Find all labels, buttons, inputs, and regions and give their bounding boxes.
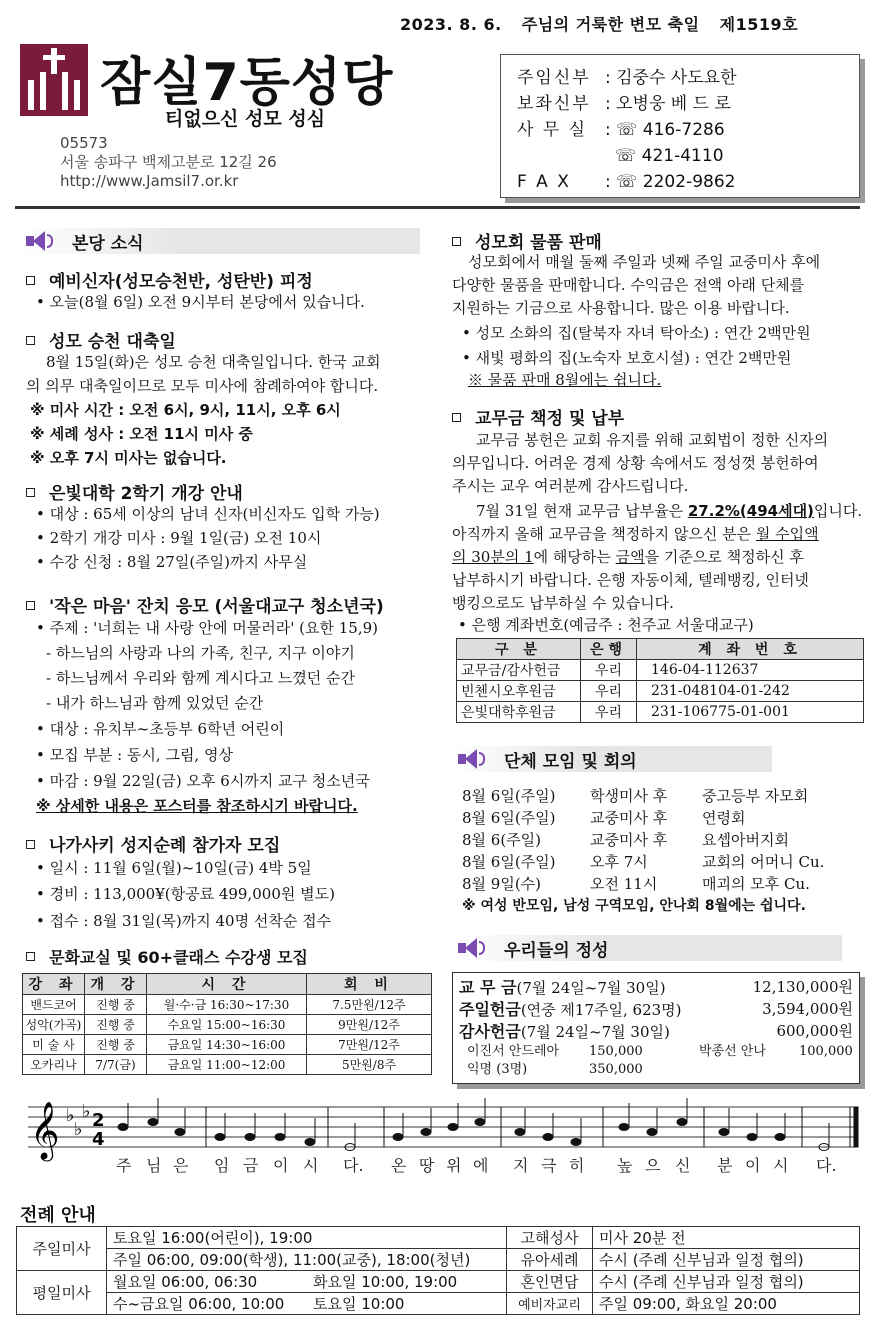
street-address: 서울 송파구 백제고분로 12길 26 (60, 153, 277, 171)
lyric-syllable: 분 (717, 1156, 733, 1175)
pastor-name: : 김중수 사도요한 (605, 68, 737, 88)
offering-donor-row: 이진서 안드레아 150,000 박종선 안나 100,000 (467, 1044, 853, 1059)
table-row: 성악(가곡) 진행 중 수요일 15:00~16:30 9만원/12주 (23, 1015, 432, 1035)
fax-number: : ☏ 2202-9862 (605, 172, 736, 192)
meeting-time: 오후 7시 (590, 853, 648, 871)
office-phone-1: : ☏ 416-7286 (605, 120, 725, 140)
dues-text-2: 의무입니다. 어려운 경제 상황 속에서도 정성껏 봉헌하여 (452, 454, 819, 472)
speaker-icon (456, 748, 486, 770)
issue-feast: 주님의 거룩한 변모 축일 (521, 15, 700, 34)
small-heart-topic-3: - 내가 하느님과 함께 있었던 순간 (46, 694, 264, 712)
issue-line (400, 12, 870, 35)
meeting-group: 매괴의 모후 Cu. (702, 875, 810, 893)
weekday-mass-2: 수~금요일 06:00, 10:00 토요일 10:00 (107, 1293, 507, 1315)
table-row (17, 1249, 860, 1271)
lyric-syllable: 온 (391, 1156, 407, 1175)
meeting-time: 학생미사 후 (590, 787, 668, 805)
culture-col-course: 강 좌 (23, 974, 85, 995)
catechism-label: 예비자교리 (507, 1293, 593, 1315)
weekday-mass-1: 월요일 06:00, 06:30 화요일 10:00, 19:00 (107, 1271, 507, 1293)
meeting-date: 8월 9일(수) (462, 875, 542, 893)
meeting-group: 요셉아버지회 (702, 831, 789, 849)
culture-heading: 문화교실 및 60+클래스 수강생 모집 (26, 945, 308, 968)
lyric-syllable: 은 (173, 1156, 189, 1175)
dues-text-1: 교무금 봉헌은 교회 유지를 위해 교회법이 정한 신자의 (476, 431, 829, 449)
speaker-icon (24, 230, 54, 252)
assumption-text-1: 8월 15일(화)은 성모 승천 대축일입니다. 한국 교회 (46, 353, 381, 371)
lyric-syllable: 높 (617, 1156, 633, 1175)
church-name: 잠실7동성당 (100, 53, 394, 113)
table-row (17, 1227, 860, 1249)
time-signature-top: 2 (92, 1110, 105, 1131)
lyric-syllable: 으 (645, 1156, 661, 1175)
assumption-note-2: ※ 세례 성사 : 오전 11시 미사 중 (30, 425, 253, 443)
contact-box (500, 54, 860, 198)
lyric-syllable: 에 (473, 1156, 489, 1175)
table-row: 오카리나 7/7(금) 금요일 11:00~12:00 5만원/8주 (23, 1055, 432, 1075)
sunday-mass-saturday: 토요일 16:00(어린이), 19:00 (107, 1227, 507, 1249)
assumption-text-2: 의 의무 대축일이므로 모두 미사에 참례하여야 합니다. (26, 377, 379, 395)
meeting-time: 교중미사 후 (590, 831, 668, 849)
issue-number: 제1519호 (719, 15, 799, 34)
meetings-title: 단체 모임 및 회의 (504, 751, 637, 772)
meeting-time: 오전 11시 (590, 875, 658, 893)
weekday-mass-label: 평일미사 (17, 1271, 107, 1315)
mothers-sale-bullet-1: • 성모 소화의 집(탈북자 자녀 탁아소) : 연간 2백만원 (462, 324, 811, 342)
sunday-mass-sunday: 주일 06:00, 09:00(학생), 11:00(교중), 18:00(청년) (107, 1249, 507, 1271)
parish-news-header (20, 228, 420, 254)
table-row (17, 1293, 860, 1315)
dues-heading: 교무금 책정 및 납부 (452, 404, 624, 429)
catechumen-heading: 예비신자(성모승천반, 성탄반) 피정 (26, 267, 313, 292)
office-label: 사 무 실 (517, 120, 588, 140)
offering-box (452, 972, 860, 1084)
meeting-date: 8월 6일(주일) (462, 809, 556, 827)
church-logo (20, 44, 88, 116)
offering-title: 우리들의 정성 (504, 940, 609, 961)
mothers-sale-text-3: 지원하는 기금으로 사용합니다. 많은 이용 바랍니다. (452, 299, 790, 317)
silver-college-bullet-3: • 수강 신청 : 8월 27일(주일)까지 사무실 (36, 553, 308, 571)
liturgy-title: 전례 안내 (20, 1205, 96, 1226)
office-phone-2: ☏ 421-4110 (615, 146, 724, 166)
meeting-date: 8월 6(주일) (462, 831, 542, 849)
lyric-syllable: 히 (569, 1156, 585, 1175)
infant-baptism-time: 수시 (주례 신부님과 일정 협의) (593, 1249, 860, 1271)
culture-table (22, 973, 432, 1075)
dues-rate: 7월 31일 현재 교무금 납부율은 27.2%(494세대)입니다. (476, 502, 863, 520)
lyric-syllable: 다. (343, 1156, 364, 1175)
meeting-group: 중고등부 자모회 (702, 787, 809, 805)
music-score (28, 1095, 863, 1185)
flat-sign: ♭ (66, 1105, 75, 1126)
church-address (60, 134, 277, 191)
nagasaki-registration: • 접수 : 8월 31일(목)까지 40명 선착순 접수 (36, 912, 332, 930)
table-row: 은빛대학후원금 우리 231-106775-01-001 (457, 702, 864, 723)
small-heart-category: • 모집 부분 : 동시, 그림, 영상 (36, 746, 233, 764)
offering-row: 주일헌금(연중 제17주일, 623명) 3,594,000원 (459, 1000, 853, 1019)
issue-date: 2023. 8. 6. (400, 15, 502, 34)
dues-bank-label: • 은행 계좌번호(예금주 : 천주교 서울대교구) (458, 616, 754, 634)
assumption-note-1: ※ 미사 시간 : 오전 6시, 9시, 11시, 오후 6시 (30, 401, 341, 419)
silver-college-bullet-1: • 대상 : 65세 이상의 남녀 신자(비신자도 입학 가능) (36, 505, 380, 523)
meetings-note: ※ 여성 반모임, 남성 구역모임, 안나회 8월에는 쉽니다. (462, 898, 806, 914)
lyric-syllable: 이 (273, 1156, 289, 1175)
meeting-date: 8월 6일(주일) (462, 853, 556, 871)
offering-header (452, 935, 842, 961)
lyric-syllable: 다. (816, 1156, 837, 1175)
lyric-syllable: 주 (116, 1156, 132, 1175)
culture-col-time: 시 간 (147, 974, 307, 995)
lyric-syllable: 이 (745, 1156, 761, 1175)
confession-time: 미사 20분 전 (593, 1227, 860, 1249)
small-heart-target: • 대상 : 유치부~초등부 6학년 어린이 (36, 720, 285, 738)
lyric-syllable: 금 (243, 1156, 259, 1175)
lyric-syllable: 시 (303, 1156, 319, 1175)
pastor-label: 주임신부 (517, 68, 591, 88)
lyric-syllable: 땅 (419, 1156, 435, 1175)
table-row: 밴드코어 진행 중 월·수·금 16:30~17:30 7.5만원/12주 (23, 995, 432, 1015)
table-row (17, 1271, 860, 1293)
staff-lines (28, 1107, 858, 1147)
meetings-header (452, 746, 772, 772)
dues-guide-2: 의 30분의 1에 해당하는 금액을 기준으로 책정하신 후 (452, 548, 804, 566)
liturgy-table (16, 1226, 860, 1315)
notes (118, 1098, 858, 1151)
fax-label: F A X (517, 172, 571, 192)
lyric-syllable: 위 (446, 1156, 462, 1175)
bank-col-bank: 은행 (581, 639, 637, 660)
mothers-sale-text-1: 성모회에서 매월 둘째 주일과 넷째 주일 교중미사 후에 (468, 253, 821, 271)
mothers-sale-text-2: 다양한 물품을 판매합니다. 수익금은 전액 아래 단체를 (452, 276, 805, 294)
bank-account-table (456, 638, 864, 723)
silver-college-heading: 은빛대학 2학기 개강 안내 (26, 479, 243, 504)
lyric-syllable: 님 (146, 1156, 162, 1175)
meeting-date: 8월 6일(주일) (462, 787, 556, 805)
treble-clef-icon: 𝄞 (30, 1101, 60, 1159)
offering-donor-row: 익명 (3명) 350,000 (467, 1062, 643, 1077)
table-row: 미 술 사 진행 중 금요일 14:30~16:00 7만원/12주 (23, 1035, 432, 1055)
small-heart-theme: • 주제 : '너희는 내 사랑 안에 머물러라' (요한 15,9) (36, 619, 379, 637)
flat-sign: ♭ (74, 1119, 83, 1140)
assumption-heading: 성모 승천 대축일 (26, 327, 176, 352)
culture-col-fee: 회 비 (307, 974, 432, 995)
small-heart-topic-1: - 하느님의 사랑과 나의 가족, 친구, 지구 이야기 (46, 644, 355, 662)
catechumen-bullet: • 오늘(8월 6일) 오전 9시부터 본당에서 있습니다. (36, 293, 365, 311)
marriage-time: 수시 (주례 신부님과 일정 협의) (593, 1271, 860, 1293)
small-heart-deadline: • 마감 : 9월 22일(금) 오후 6시까지 교구 청소년국 (36, 772, 370, 790)
culture-col-start: 개 강 (85, 974, 147, 995)
lyrics (116, 1156, 837, 1175)
offering-row: 감사헌금(7월 24일~7월 30일) 600,000원 (459, 1022, 853, 1041)
mothers-sale-heading: 성모회 물품 판매 (452, 228, 602, 253)
bank-col-account: 계 좌 번 호 (637, 639, 864, 660)
assistant-label: 보좌신부 (517, 94, 591, 114)
dues-guide-1: 아직까지 올해 교무금을 책정하지 않으신 분은 월 수입액 (452, 525, 819, 543)
dues-guide-3: 납부하시기 바랍니다. 은행 자동이체, 텔레뱅킹, 인터넷 (452, 571, 809, 589)
website-link[interactable]: http://www.Jamsil7.or.kr (60, 172, 239, 190)
assumption-note-3: ※ 오후 7시 미사는 없습니다. (30, 449, 227, 467)
confession-label: 고해성사 (507, 1227, 593, 1249)
assistant-name: : 오병웅 베 드 로 (605, 94, 731, 114)
offering-row: 교 무 금(7월 24일~7월 30일) 12,130,000원 (459, 978, 853, 997)
small-heart-heading: '작은 마음' 잔치 응모 (서울대교구 청소년국) (26, 592, 384, 617)
header-divider (15, 206, 860, 209)
bank-col-type: 구 분 (457, 639, 581, 660)
sunday-mass-label: 주일미사 (17, 1227, 107, 1271)
meeting-group: 연령회 (702, 809, 746, 827)
table-row: 교무금/감사헌금 우리 146-04-112637 (457, 660, 864, 681)
marriage-label: 혼인면담 (507, 1271, 593, 1293)
postal-code: 05573 (60, 134, 108, 152)
speaker-icon (456, 937, 486, 959)
table-row: 빈첸시오후원금 우리 231-048104-01-242 (457, 681, 864, 702)
catechism-time: 주일 09:00, 화요일 20:00 (593, 1293, 860, 1315)
mothers-sale-note: ※ 물품 판매 8월에는 쉽니다. (468, 371, 662, 389)
dues-text-3: 주시는 교우 여러분께 감사드립니다. (452, 477, 689, 495)
lyric-syllable: 극 (541, 1156, 557, 1175)
meeting-time: 교중미사 후 (590, 809, 668, 827)
meeting-group: 교회의 어머니 Cu. (702, 853, 825, 871)
lyric-syllable: 임 (214, 1156, 230, 1175)
dues-guide-4: 뱅킹으로도 납부하실 수 있습니다. (452, 594, 674, 612)
nagasaki-heading: 나가사키 성지순례 참가자 모집 (26, 831, 280, 856)
nagasaki-cost: • 경비 : 113,000¥(항공료 499,000원 별도) (36, 885, 335, 903)
parish-news-title: 본당 소식 (72, 233, 144, 254)
silver-college-bullet-2: • 2학기 개강 미사 : 9월 1일(금) 오전 10시 (36, 529, 322, 547)
mothers-sale-bullet-2: • 새빛 평화의 집(노숙자 보호시설) : 연간 2백만원 (462, 349, 792, 367)
time-signature-bottom: 4 (92, 1129, 105, 1150)
lyric-syllable: 지 (513, 1156, 529, 1175)
lyric-syllable: 시 (773, 1156, 789, 1175)
infant-baptism-label: 유아세례 (507, 1249, 593, 1271)
small-heart-note: ※ 상세한 내용은 포스터를 참조하시기 바랍니다. (36, 797, 358, 815)
small-heart-topic-2: - 하느님께서 우리와 함께 계시다고 느꼈던 순간 (46, 669, 355, 687)
flat-sign: ♭ (82, 1101, 91, 1122)
nagasaki-date: • 일시 : 11월 6일(월)~10일(금) 4박 5일 (36, 859, 312, 877)
lyric-syllable: 신 (675, 1156, 691, 1175)
church-patron: 티없으신 성모 성심 (165, 108, 326, 130)
